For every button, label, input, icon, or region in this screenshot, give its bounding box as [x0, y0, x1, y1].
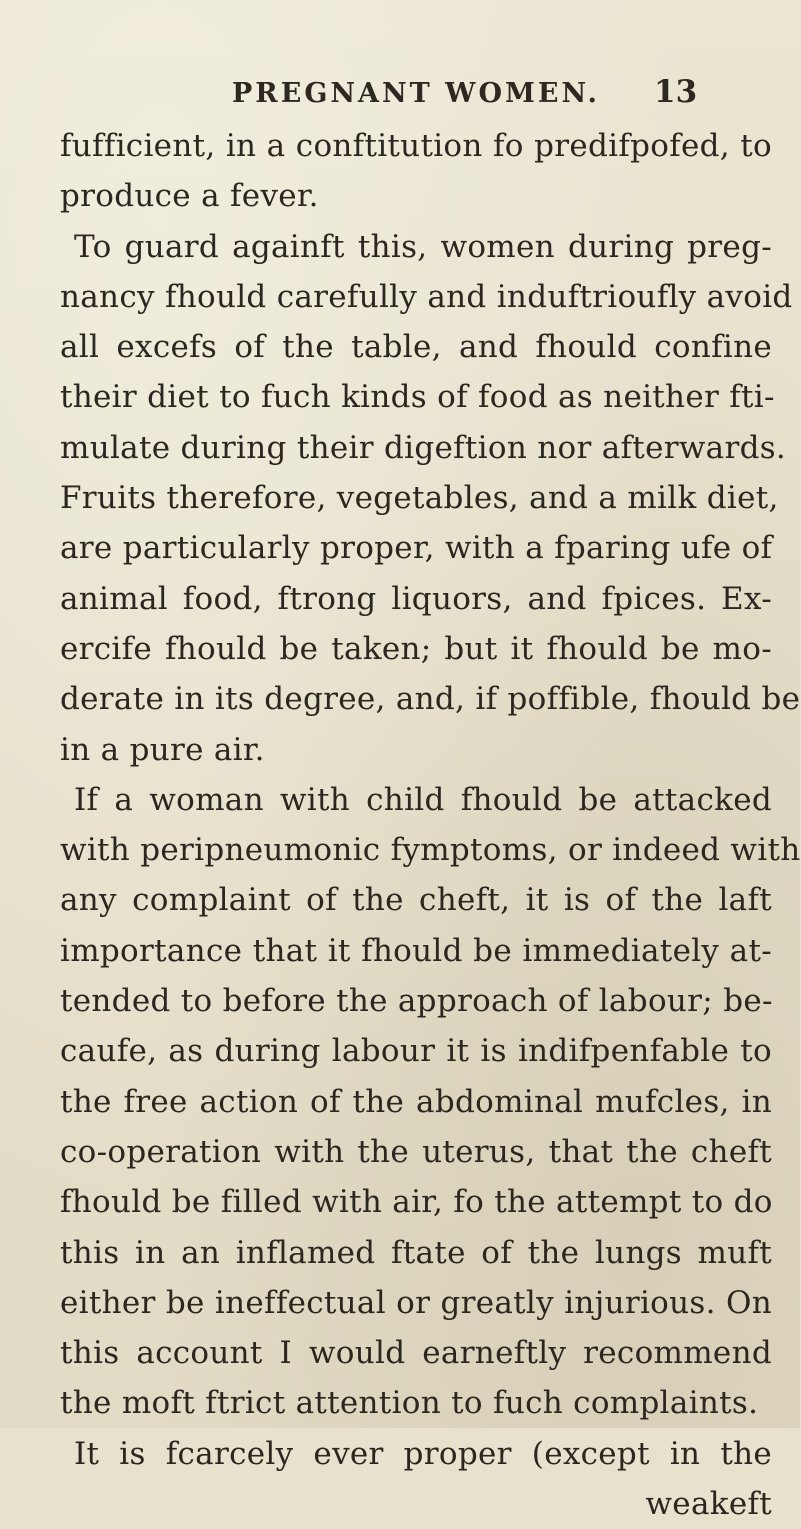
text-line: their diet to fuch kinds of food as neither fti-: [60, 379, 775, 416]
text-line: tended to before the approach of labour; be-: [60, 983, 773, 1020]
text-line: To guard againft this, women during preg-: [74, 228, 772, 265]
page-number: 13: [654, 74, 698, 110]
text-line: animal food, ftrong liquors, and fpices. Ex-: [60, 580, 772, 617]
text-line: the free action of the abdominal mufcles, in: [60, 1083, 772, 1120]
text-line: this in an inflamed ftate of the lungs muft: [60, 1234, 772, 1271]
body-text: [60, 121, 801, 1529]
text-line: with peripneumonic fymptoms, or indeed with: [60, 832, 801, 869]
text-line: all excefs of the table, and fhould confine: [60, 329, 772, 366]
text-line: fhould be filled with air, fo the attempt to do: [60, 1184, 773, 1221]
text-line: are particularly proper, with a fparing ufe of: [60, 530, 773, 567]
page-header: [0, 74, 800, 118]
text-line: produce a fever.: [60, 178, 319, 215]
text-line: ercife fhould be taken; but it fhould be mo-: [60, 630, 772, 667]
text-line: the moft ftrict attention to fuch complaints.: [60, 1385, 759, 1422]
running-head: PREGNANT WOMEN.: [232, 78, 600, 109]
text-line: Fruits therefore, vegetables, and a milk diet,: [60, 480, 779, 517]
text-line: fufficient, in a conftitution fo predifpofed, to: [60, 128, 772, 164]
text-line: co-operation with the uterus, that the cheft: [60, 1133, 772, 1170]
text-line: nancy fhould carefully and induftrioufly avoid: [60, 278, 793, 315]
text-line: If a woman with child fhould be attacked: [74, 781, 772, 818]
text-line: this account I would earneftly recommend: [60, 1335, 772, 1372]
text-line: caufe, as during labour it is indifpenfable to: [60, 1033, 772, 1070]
catchword: weakeft: [645, 1486, 772, 1523]
text-line: any complaint of the cheft, it is of the laft: [60, 882, 772, 919]
text-line: in a pure air.: [60, 731, 265, 768]
text-line: derate in its degree, and, if poffible, fhould be: [60, 681, 801, 718]
text-line: It is fcarcely ever proper (except in the: [74, 1435, 772, 1472]
text-line: importance that it fhould be immediately at-: [60, 932, 772, 969]
text-line: either be ineffectual or greatly injurious. On: [60, 1284, 772, 1321]
text-line: mulate during their digeftion nor afterwards.: [60, 429, 787, 466]
